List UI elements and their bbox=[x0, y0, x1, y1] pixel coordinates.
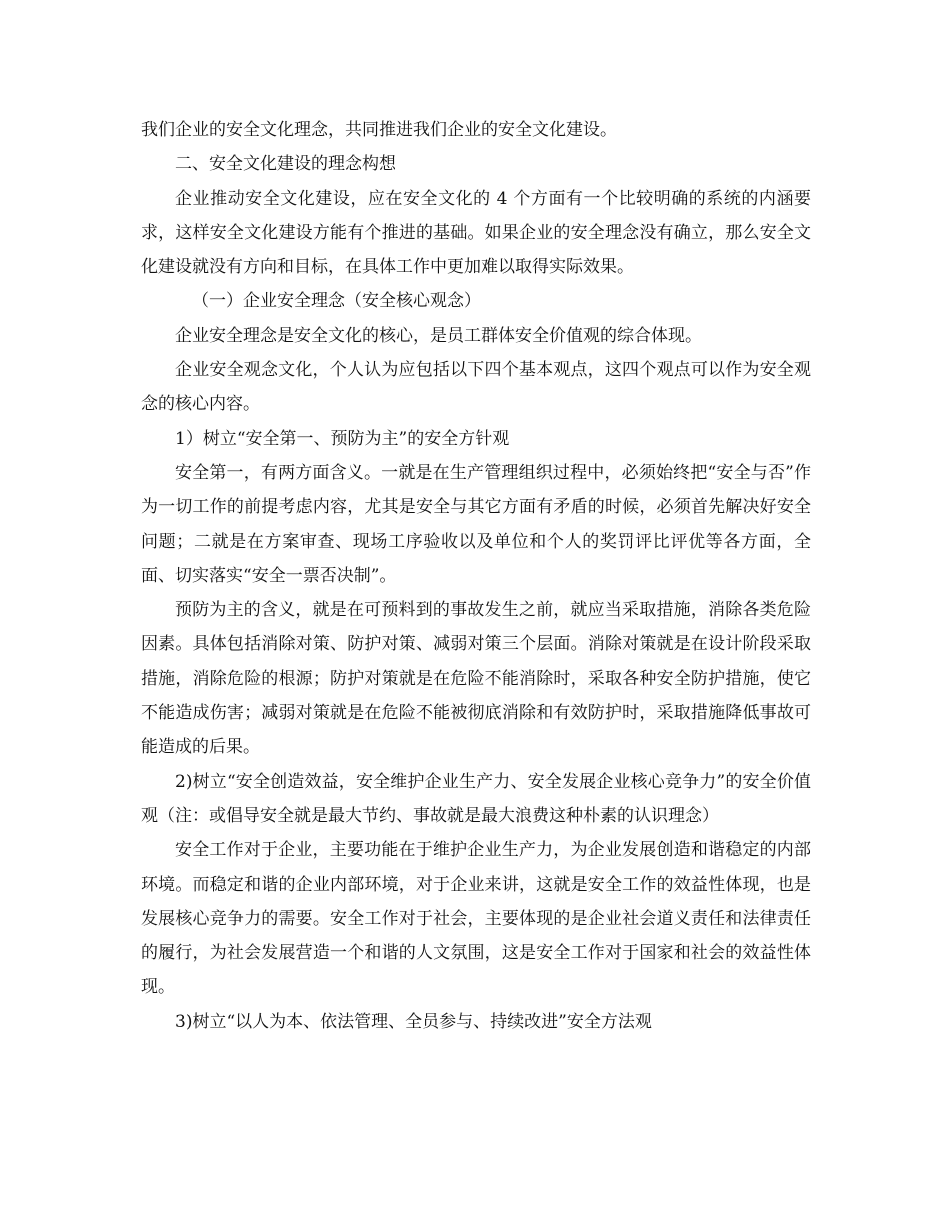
body-paragraph: 预防为主的含义，就是在可预料到的事故发生之前，就应当采取措施，消除各类危险因素。具体包括消除对策、防护对策、减弱对策三个层面。消除对策就是在设计阶段采取措施，消除危险的根源；防护对策就是在危险不能消除时，采取各种安全防护措施，使它不能造成伤害；减弱对策就是在危险不能被彻底消除和有效防护时，采取措施降低事故可能造成的后果。 bbox=[141, 600, 811, 758]
section-heading: 二、安全文化建设的理念构想 bbox=[175, 154, 396, 175]
list-item-heading: 2)树立“安全创造效益，安全维护企业生产力、安全发展企业核心竞争力”的安全价值观（注：或倡导安全就是最大节约、事故就是最大浪费这种朴素的认识理念） bbox=[141, 771, 811, 826]
body-paragraph: 企业推动安全文化建设，应在安全文化的 4 个方面有一个比较明确的系统的内涵要求，这样安全文化建设方能有个推进的基础。如果企业的安全理念没有确立，那么安全文化建设就没有方向和目标，在具体工作中更加难以取得实际效果。 bbox=[141, 188, 811, 278]
body-paragraph: 安全第一，有两方面含义。一就是在生产管理组织过程中，必须始终把“安全与否”作为一切工作的前提考虑内容，尤其是安全与其它方面有矛盾的时候，必须首先解决好安全问题；二就是在方案审查、现场工序验收以及单位和个人的奖罚评比评优等各方面，全面、切实落实“安全一票否决制”。 bbox=[141, 462, 811, 586]
body-paragraph: 企业安全观念文化，个人认为应包括以下四个基本观点，这四个观点可以作为安全观念的核心内容。 bbox=[141, 360, 811, 415]
subsection-heading: （一）企业安全理念（安全核心观念） bbox=[192, 291, 481, 312]
document-body bbox=[141, 113, 811, 1039]
paragraph-continuation: 我们企业的安全文化理念，共同推进我们企业的安全文化建设。 bbox=[141, 120, 617, 140]
body-paragraph: 企业安全理念是安全文化的核心，是员工群体安全价值观的综合体现。 bbox=[175, 325, 702, 346]
list-item-heading: 1）树立“安全第一、预防为主”的安全方针观 bbox=[175, 428, 510, 449]
body-paragraph: 安全工作对于企业，主要功能在于维护企业生产力，为企业发展创造和谐稳定的内部环境。而稳定和谐的企业内部环境，对于企业来讲，这就是安全工作的效益性体现，也是发展核心竞争力的需要。安全工作对于社会，主要体现的是企业社会道义责任和法律责任的履行，为社会发展营造一个和谐的人文氛围，这是安全工作对于国家和社会的效益性体现。 bbox=[141, 840, 811, 998]
list-item-heading: 3)树立“以人为本、依法管理、全员参与、持续改进”安全方法观 bbox=[175, 1011, 652, 1032]
